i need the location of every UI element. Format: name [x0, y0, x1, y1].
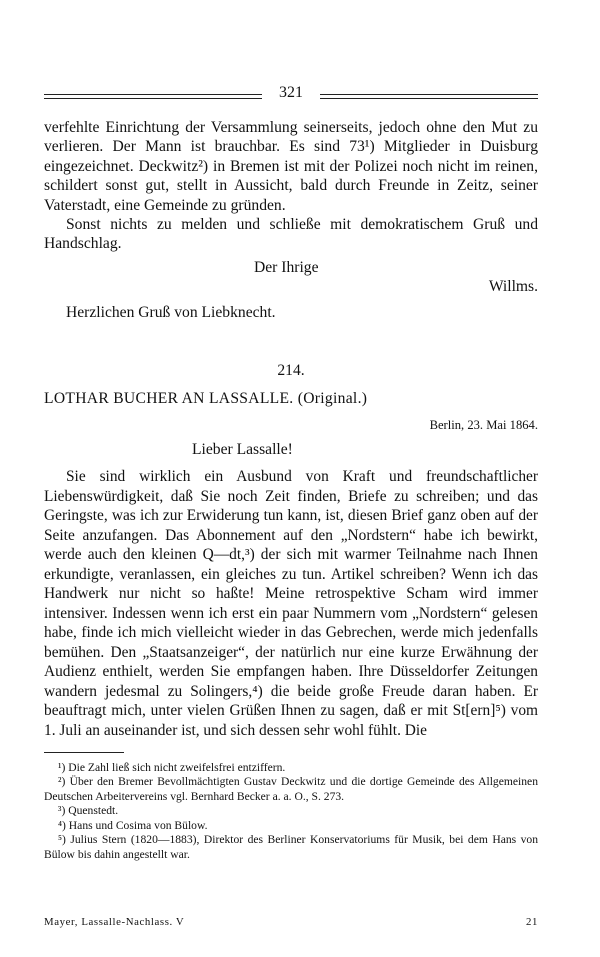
letter-body [44, 467, 538, 740]
letter-salutation: Lieber Lassalle! [192, 441, 293, 459]
prev-letter-paragraph-2: Sonst nichts zu melden und schließe mit demokratischem Gruß und Handschlag. [44, 216, 538, 253]
page-footer [44, 916, 538, 932]
head-rule-right [320, 94, 538, 99]
footnote-5: ⁵) Julius Stern (1820—1883), Direktor des Berliner Konservatoriums für Musik, bei dem Hans von Bülow bis dahin angestellt war. [44, 833, 538, 861]
page-body [44, 118, 538, 862]
footer-source: Mayer, Lassalle-Nachlass. V [44, 916, 185, 928]
letter-number: 214. [277, 362, 305, 380]
head-rule-left [44, 94, 262, 99]
footer-signature-mark: 21 [526, 916, 538, 928]
prev-letter-signature: Willms. [488, 278, 538, 296]
letter-body-text: Sie sind wirklich ein Ausbund von Kraft und freundschaftlicher Liebenswürdigkeit, daß Sie noch Zeit finden, Briefe zu schreiben; und das Geringste, was ich zur Erwiderung tun kann, ist, diesen Brief ganz oben auf der Seite anzufangen. Das Abonnement auf den „Nordstern“ habe ich bewirkt, werde auch den kleinen Q—dt,³) der sich mit warmer Teilnahme nach Ihnen erkundigte, veranlassen, ein gleiches zu tun. Artikel schreiben? Wenn ich das Handwerk nur nicht so haßte! Meine retrospektive Scham wird immer intensiver. Indessen wenn ich erst ein paar Nummern vom „Nordstern“ gelesen habe, finde ich mich vielleicht wieder in das Gebrechen, werde mich jedenfalls bemühen. Den „Staatsanzeiger“, der natürlich nur eine kurze Erwähnung der Audienz enthielt, werden Sie empfangen haben. Ihre Düsseldorfer Zeitungen wandern jedesmal zu Solingers,⁴) die beide große Freude daran haben. Er beauftragt mich, unter vielen Grüßen Ihnen zu sagen, daß er mit St[ern]⁵) vom 1. Juli an auseinander ist, und sich dessen sehr wohl fühlt. Die [44, 468, 538, 739]
page-number: 321 [279, 84, 303, 101]
footnote-3: ³) Quenstedt. [58, 804, 119, 818]
prev-letter-paragraph-1: verfehlte Einrichtung der Versammlung seinerseits, jedoch ohne den Mut zu verlieren. Der Mann ist brauchbar. Es sind 73¹) Mitglieder in Duisburg eingezeichnet. Deckwitz²) in Bremen ist mit der Polizei noch nicht im reinen, schildert sonst gut, stellt in Aussicht, bald durch Freunde in Zeitz, seiner Vaterstadt, eine Gemeinde zu gründen. [44, 119, 538, 214]
prev-letter-postscript: Herzlichen Gruß von Liebknecht. [66, 303, 276, 321]
letter-place-date: Berlin, 23. Mai 1864. [429, 418, 538, 433]
footnote-rule [44, 752, 124, 753]
footnote-2: ²) Über den Bremer Bevollmächtigten Gustav Deckwitz und die dortige Gemeinde des Allgemeinen Deutschen Arbeitervereins vgl. Bernhard Becker a. a. O., S. 273. [44, 775, 538, 803]
running-head [44, 84, 538, 106]
footnote-1: ¹) Die Zahl ließ sich nicht zweifelsfrei entziffern. [58, 761, 286, 775]
footnote-4: ⁴) Hans und Cosima von Bülow. [58, 818, 208, 832]
footnotes [44, 761, 538, 862]
letter-heading: LOTHAR BUCHER AN LASSALLE. (Original.) [44, 390, 368, 408]
prev-letter-closing: Der Ihrige [254, 258, 319, 276]
